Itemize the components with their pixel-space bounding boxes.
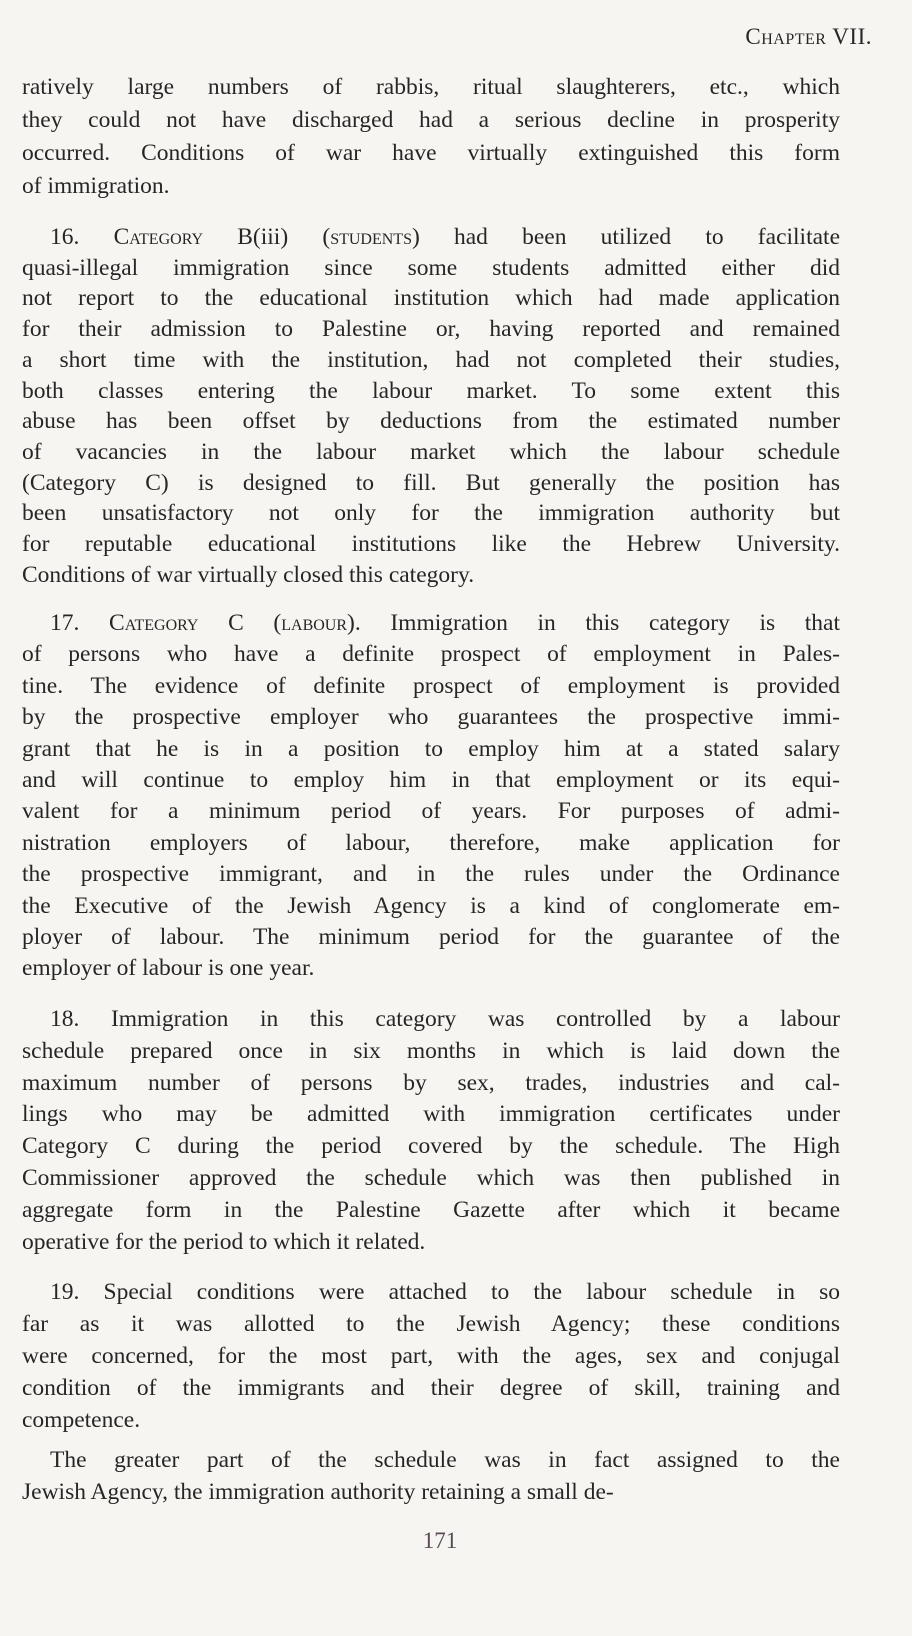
text-line: been unsatisfactory not only for the immigration authority but: [22, 500, 840, 527]
text-line: tine. The evidence of definite prospect of employment is provided: [22, 672, 840, 699]
text-line: occurred. Conditions of war have virtually extinguished this form: [22, 140, 840, 166]
text-line: [22, 608, 840, 639]
text-line: nistration employers of labour, therefore, make application for: [22, 829, 840, 856]
text-line: employer of labour is one year.: [22, 955, 315, 982]
paragraph-final: [22, 1444, 840, 1508]
paragraph-19: [22, 1276, 840, 1436]
text-line: far as it was allotted to the Jewish Agency; these conditions: [22, 1311, 840, 1337]
small-caps-term: Category: [113, 224, 204, 250]
running-head: Chapter VII.: [745, 24, 872, 49]
text-line: operative for the period to which it related.: [22, 1228, 426, 1255]
paragraph-16: [22, 222, 840, 590]
text-line: [22, 222, 840, 253]
text-line: grant that he is in a position to employ him at a stated salary: [22, 735, 840, 762]
paragraph-18: [22, 1004, 840, 1258]
text-line: schedule prepared once in six months in which is laid down the: [22, 1037, 840, 1064]
small-caps-term: labour: [281, 610, 348, 636]
text-line: were concerned, for the most part, with the ages, sex and conjugal: [22, 1343, 840, 1369]
text-line: the Executive of the Jewish Agency is a kind of conglomerate em-: [22, 892, 840, 919]
text-line: valent for a minimum period of years. For purposes of admi-: [22, 798, 840, 825]
text-line: maximum number of persons by sex, trades, industries and cal-: [22, 1069, 840, 1096]
text-line: condition of the immigrants and their degree of skill, training and: [22, 1375, 840, 1401]
text-line: 19. Special conditions were attached to the labour schedule in so: [50, 1279, 840, 1305]
text-line: of immigration.: [22, 173, 170, 199]
paragraph-17: [22, 608, 840, 985]
small-caps-term: Category: [109, 610, 199, 636]
small-caps-term: students: [330, 224, 412, 250]
text-line: The greater part of the schedule was in fact assigned to the: [50, 1447, 840, 1473]
text-line: a short time with the institution, had not completed their studies,: [22, 346, 840, 373]
text-line: Category C during the period covered by the schedule. The High: [22, 1133, 840, 1160]
text-line: for reputable educational institutions like the Hebrew University.: [22, 531, 840, 558]
text-segment: B(iii) (: [203, 224, 331, 250]
text-segment: ). Immigration in this category is that: [347, 610, 841, 636]
paragraph-continued: [22, 71, 840, 203]
text-line: of vacancies in the labour market which the labour schedule: [22, 438, 840, 465]
text-line: aggregate form in the Palestine Gazette after which it became: [22, 1196, 840, 1223]
text-line: both classes entering the labour market. To some extent this: [22, 377, 840, 404]
text-line: Commissioner approved the schedule which was then published in: [22, 1164, 840, 1191]
text-line: the prospective immigrant, and in the rules under the Ordinance: [22, 861, 840, 888]
text-segment: ) had been utilized to facilitate: [411, 224, 841, 250]
text-line: Jewish Agency, the immigration authority retaining a small de-: [22, 1479, 614, 1505]
text-line: ratively large numbers of rabbis, ritual slaughterers, etc., which: [22, 74, 840, 100]
text-segment: 16.: [50, 224, 114, 250]
text-line: of persons who have a definite prospect of employment in Pales-: [22, 641, 840, 668]
text-line: 18. Immigration in this category was controlled by a labour: [50, 1006, 840, 1032]
text-line: and will continue to employ him in that employment or its equi-: [22, 767, 840, 794]
text-line: not report to the educational institution which had made application: [22, 285, 840, 312]
text-line: (Category C) is designed to fill. But generally the position has: [22, 469, 840, 496]
text-line: lings who may be admitted with immigration certificates under: [22, 1101, 840, 1128]
text-line: for their admission to Palestine or, having reported and remained: [22, 316, 840, 343]
text-line: they could not have discharged had a serious decline in prosperity: [22, 107, 840, 133]
page-number: 171: [422, 1528, 458, 1553]
text-line: quasi-illegal immigration since some students admitted either did: [22, 254, 840, 281]
text-line: Conditions of war virtually closed this category.: [22, 561, 475, 588]
text-line: ployer of labour. The minimum period for the guarantee of the: [22, 924, 840, 951]
text-segment: C (: [198, 610, 282, 636]
text-line: competence.: [22, 1407, 141, 1433]
text-line: by the prospective employer who guarantees the prospective immi-: [22, 704, 840, 731]
text-segment: 17.: [50, 610, 110, 636]
text-line: abuse has been offset by deductions from the estimated number: [22, 408, 840, 435]
